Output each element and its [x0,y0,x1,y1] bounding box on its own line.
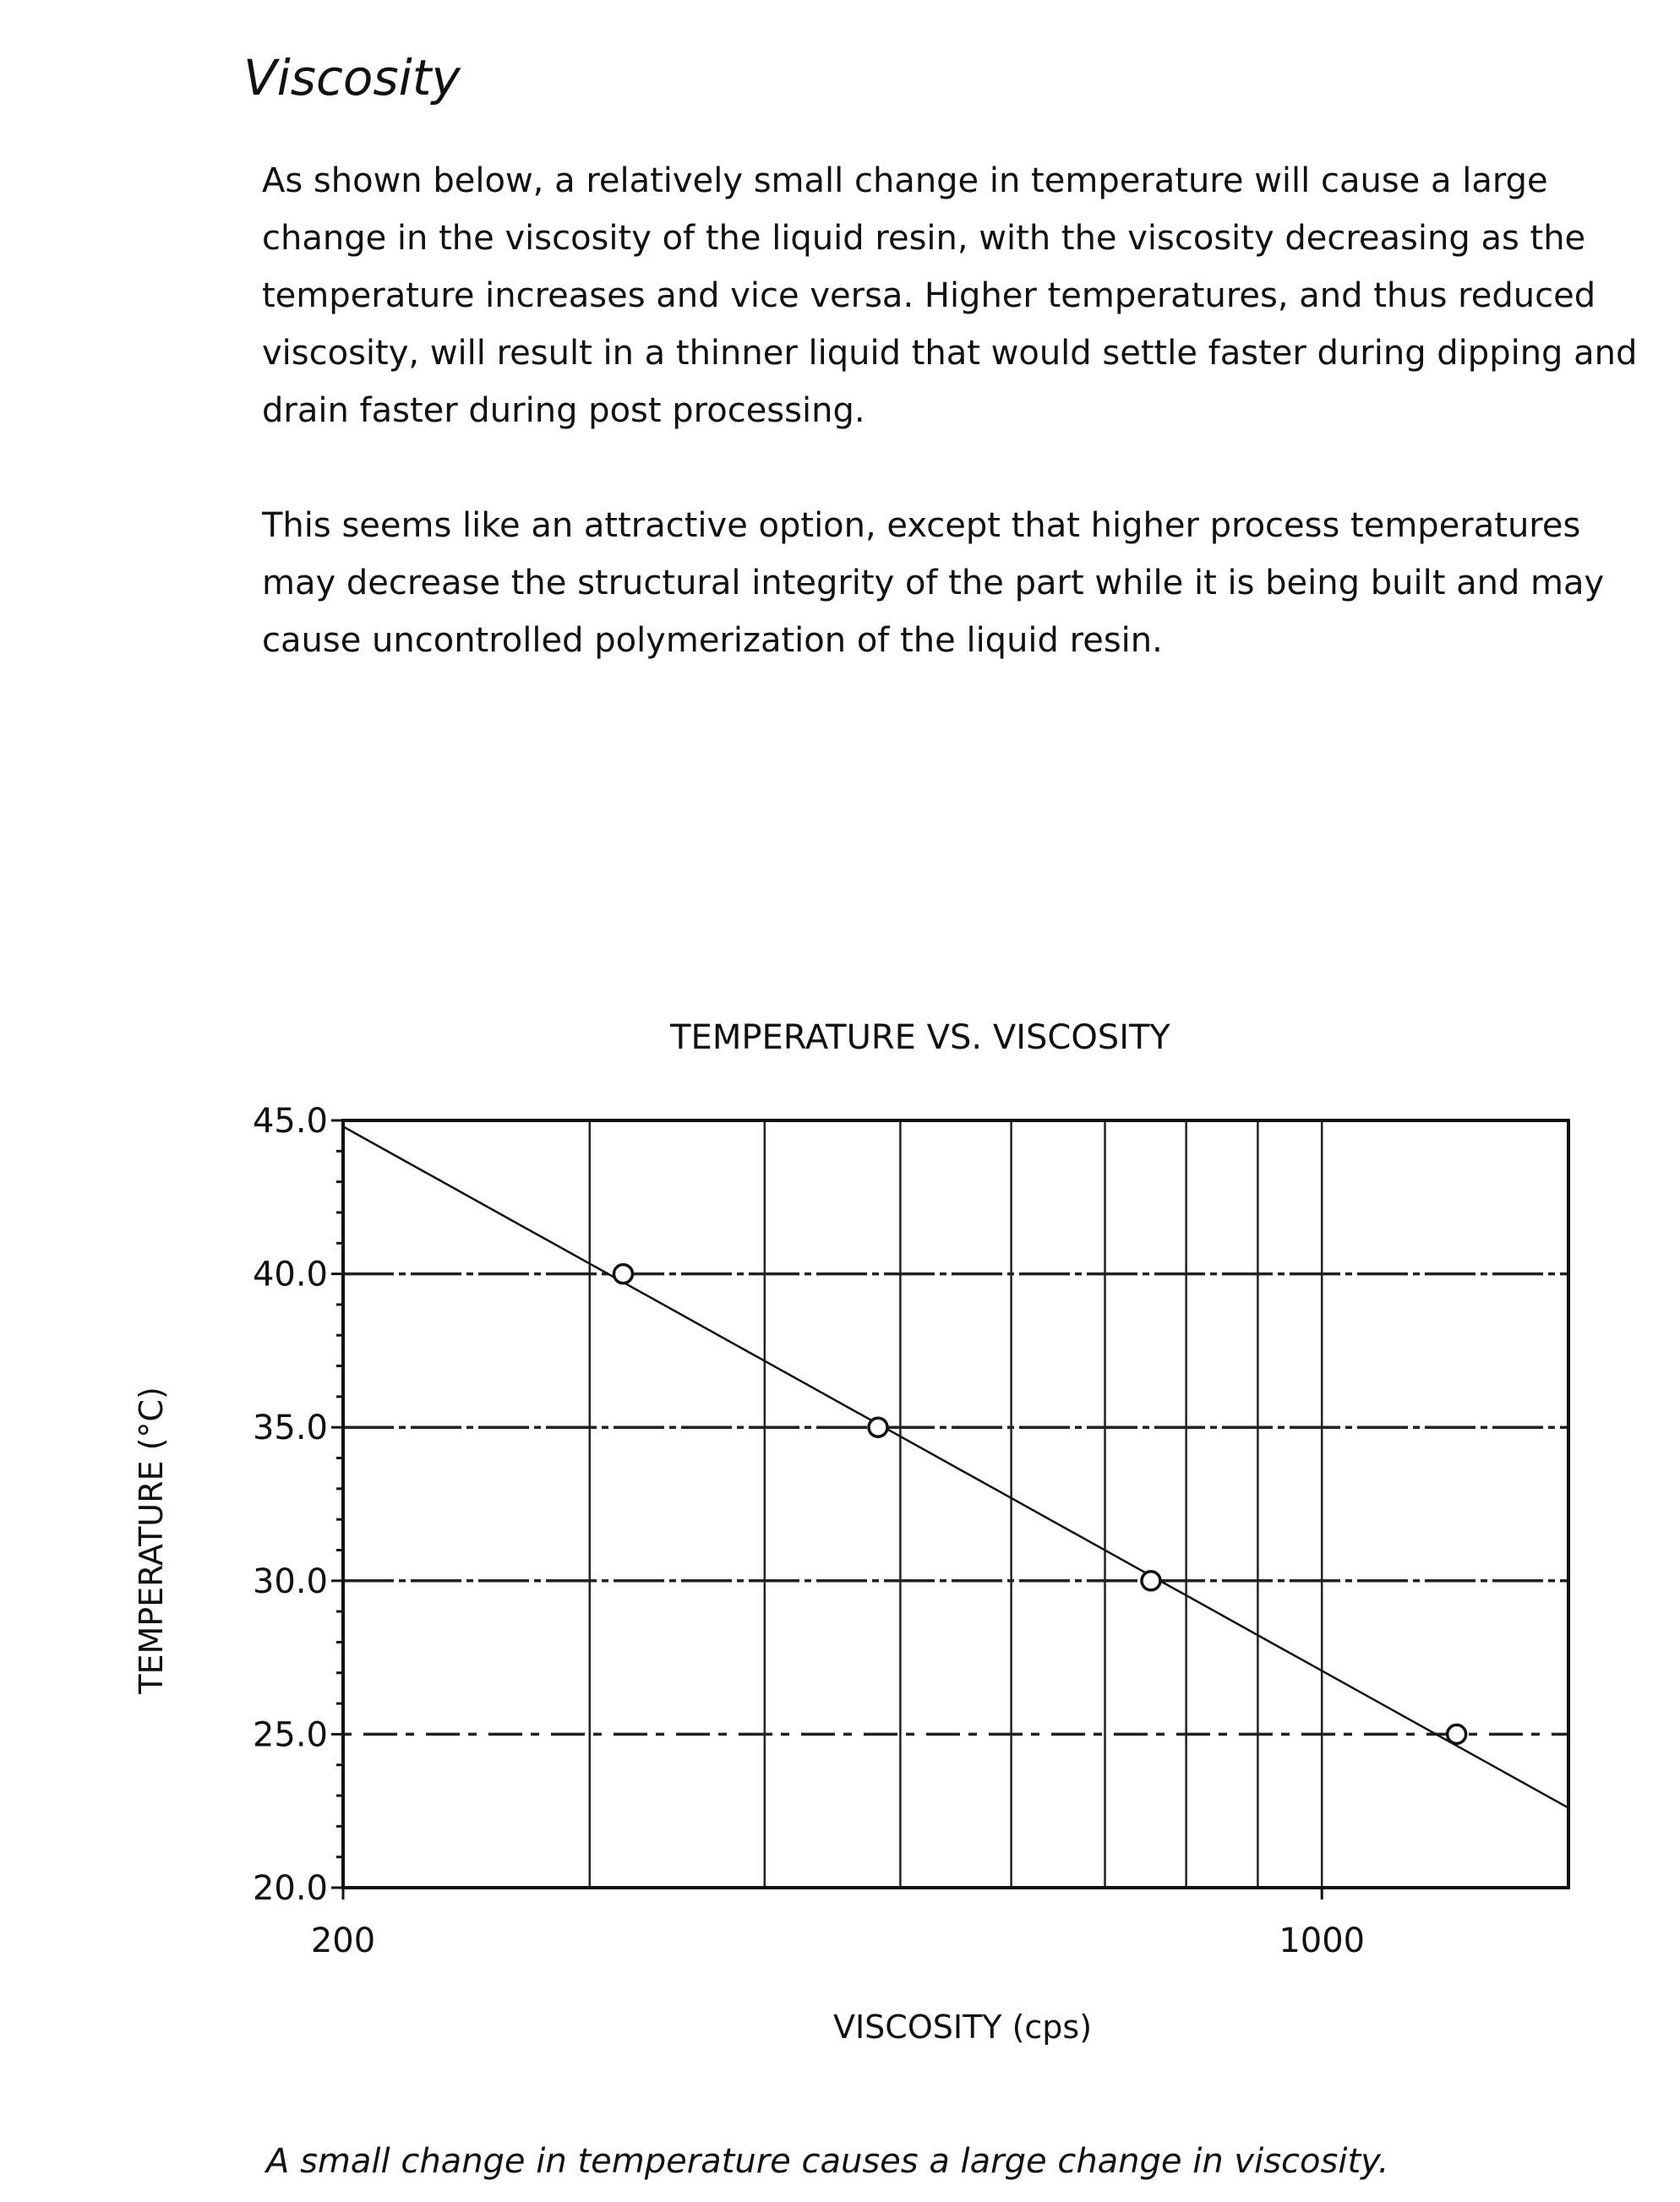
data-point [1448,1725,1466,1743]
paragraph-1: As shown below, a relatively small change in temperature will cause a large change in the viscosity of the liquid resin, with the viscosity decreasing as the temperature increases and vice versa. Higher temperatures, and thus reduced viscosity, will result in a thinner liquid that would settle faster during dipping and drain faster during post processing. [262,152,1648,439]
y-axis-label: TEMPERATURE (°C) [133,1387,170,1695]
chart-title: TEMPERATURE VS. VISCOSITY [0,1018,1680,1057]
paragraph-2: This seems like an attractive option, except that higher process temperatures may decrease the structural integrity of the part while it is being built and may cause uncontrolled polymerization of the liquid resin. [262,497,1648,669]
y-tick-label: 25.0 [253,1715,328,1754]
section-heading: Viscosity [243,49,461,106]
plot-frame [343,1120,1568,1888]
x-tick-label: 200 [311,1921,375,1960]
trend-line [343,1126,1568,1807]
x-axis-label: VISCOSITY (cps) [833,2009,1092,2046]
y-tick-label: 45.0 [253,1102,328,1141]
y-tick-label: 20.0 [253,1869,328,1908]
data-point [869,1418,887,1436]
figure-caption: A small change in temperature causes a large change in viscosity. [266,2142,1388,2181]
y-tick-label: 35.0 [253,1409,328,1447]
y-tick-label: 30.0 [253,1562,328,1601]
x-tick-label: 1000 [1279,1921,1365,1960]
temperature-viscosity-chart [0,0,1680,2202]
data-point [614,1265,632,1284]
y-tick-label: 40.0 [253,1256,328,1294]
data-point [1142,1572,1160,1590]
